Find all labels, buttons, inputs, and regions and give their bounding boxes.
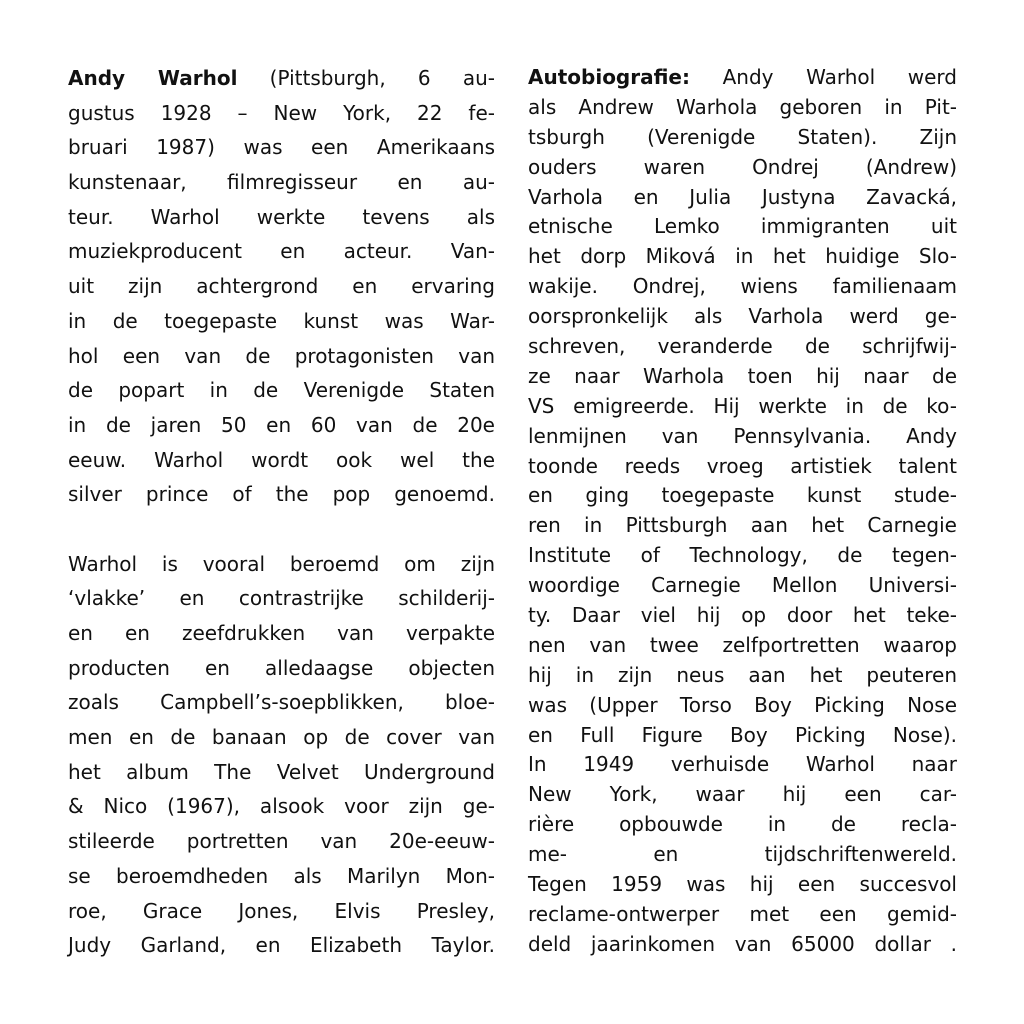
text-line: in de toegepaste kunst was War- <box>68 308 495 333</box>
text-line: Andy Warhol (Pittsburgh, 6 au- <box>68 66 496 90</box>
text-line: silver prince of the pop genoemd. <box>68 482 495 507</box>
text-line: me- en tijdschriftenwereld. <box>528 842 957 867</box>
text-line: kunstenaar, filmregisseur en au- <box>68 170 495 195</box>
text-line: stileerde portretten van 20e-eeuw- <box>68 829 495 854</box>
text-line: en Full Figure Boy Picking Nose). <box>528 722 957 747</box>
text-line: hij in zijn neus aan het peuteren <box>528 662 957 687</box>
text-line: producten en alledaagse objecten <box>68 655 495 680</box>
biography-column <box>68 61 495 963</box>
text-line: oorspronkelijk als Varhola werd ge- <box>528 304 957 329</box>
text-line: New York, waar hij een car- <box>528 782 957 807</box>
text-line: men en de banaan op de cover van <box>68 725 495 750</box>
paragraph-intro <box>68 96 495 512</box>
text-line: VS emigreerde. Hij werkte in de ko- <box>528 393 957 418</box>
text-line: Autobiografie: Andy Warhol werd <box>528 65 957 89</box>
text-line: ‘vlakke’ en contrastrijke schilderij- <box>68 586 495 611</box>
text-line: In 1949 verhuisde Warhol naar <box>528 752 957 777</box>
text-line: ze naar Warhola toen hij naar de <box>528 363 957 388</box>
text-line: teur. Warhol werkte tevens als <box>68 204 495 229</box>
text-line: de popart in de Verenigde Staten <box>68 378 495 403</box>
paragraph-spacer <box>68 512 495 547</box>
paragraph-autobiography <box>528 93 957 960</box>
text-line: etnische Lemko immigranten uit <box>528 214 957 239</box>
text-line: en ging toegepaste kunst stude- <box>528 483 957 508</box>
text-line: toonde reeds vroeg artistiek talent <box>528 453 957 478</box>
text-line: ren in Pittsburgh aan het Carnegie <box>528 513 957 538</box>
text-line: lenmijnen van Pennsylvania. Andy <box>528 423 957 448</box>
text-line: reclame-ontwerper met een gemid- <box>528 901 957 926</box>
text-line: gustus 1928 – New York, 22 fe- <box>68 100 495 125</box>
autobiography-column <box>528 63 957 960</box>
text-line: rière opbouwde in de recla- <box>528 812 957 837</box>
text-line: & Nico (1967), alsook voor zijn ge- <box>68 794 495 819</box>
text-line: was (Upper Torso Boy Picking Nose <box>528 692 957 717</box>
text-line: als Andrew Warhola geboren in Pit- <box>528 94 957 119</box>
section-heading: Autobiografie: <box>528 65 690 89</box>
paragraph-fame <box>68 547 495 963</box>
text-line: en en zeefdrukken van verpakte <box>68 621 495 645</box>
text-line: in de jaren 50 en 60 van de 20e <box>68 412 495 437</box>
text-line: hol een van de protagonisten van <box>68 343 495 368</box>
text-line: woordige Carnegie Mellon Universi- <box>528 573 957 598</box>
text-line: het dorp Miková in het huidige Slo- <box>528 244 957 269</box>
text-line: roe, Grace Jones, Elvis Presley, <box>68 898 495 923</box>
text-line: Warhol is vooral beroemd om zijn <box>68 551 495 576</box>
text-line: se beroemdheden als Marilyn Mon- <box>68 863 495 888</box>
text-line: deld jaarinkomen van 65000 dollar . <box>528 931 957 956</box>
text-line: Tegen 1959 was hij een succesvol <box>528 872 957 897</box>
text-line: wakije. Ondrej, wiens familienaam <box>528 274 957 299</box>
text-line: Institute of Technology, de tegen- <box>528 543 957 568</box>
text-line: het album The Velvet Underground <box>68 759 495 784</box>
text-line: ty. Daar viel hij op door het teke- <box>528 603 957 628</box>
text-line: muziekproducent en acteur. Van- <box>68 239 495 264</box>
text-line: nen van twee zelfportretten waarop <box>528 632 957 657</box>
text-line: zoals Campbell’s-soepblikken, bloe- <box>68 690 495 715</box>
text-line: Varhola en Julia Justyna Zavacká, <box>528 184 957 209</box>
text-line: Judy Garland, en Elizabeth Taylor. <box>68 933 495 958</box>
text-line: schreven, veranderde de schrijfwij- <box>528 334 957 359</box>
text-line: bruari 1987) was een Amerikaans <box>68 135 495 160</box>
text-line: ouders waren Ondrej (Andrew) <box>528 154 957 179</box>
text-line: eeuw. Warhol wordt ook wel the <box>68 447 495 472</box>
text-line: tsburgh (Verenigde Staten). Zijn <box>528 124 957 149</box>
text-line: uit zijn achtergrond en ervaring <box>68 274 495 299</box>
subject-name: Andy Warhol <box>68 66 238 90</box>
